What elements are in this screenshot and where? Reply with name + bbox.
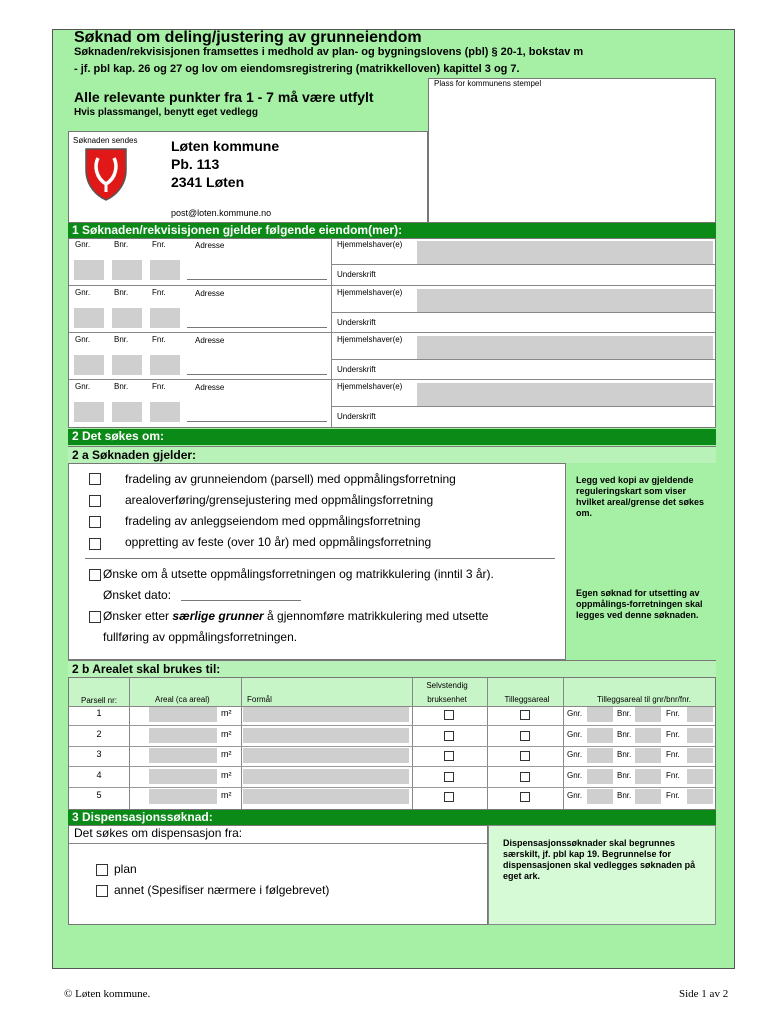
standalone-checkbox[interactable] <box>444 751 454 761</box>
area-input[interactable] <box>149 707 217 722</box>
fnr-label: Fnr. <box>666 771 680 780</box>
recipient-label: Søknaden sendes <box>73 136 138 145</box>
owner-label: Hjemmelshaver(e) <box>337 335 403 344</box>
land-use-row <box>69 726 715 746</box>
address-label: Adresse <box>195 289 225 298</box>
bnr-label: Bnr. <box>114 240 129 249</box>
bnr-input[interactable] <box>112 402 142 422</box>
dispensation-box <box>68 825 488 925</box>
bnr-input[interactable] <box>635 707 661 722</box>
bnr-label: Bnr. <box>114 335 129 344</box>
owner-label: Hjemmelshaver(e) <box>337 288 403 297</box>
fnr-input[interactable] <box>687 748 713 763</box>
option-checkbox[interactable] <box>89 538 101 550</box>
fnr-input[interactable] <box>150 402 180 422</box>
standalone-checkbox[interactable] <box>444 731 454 741</box>
bnr-input[interactable] <box>635 789 661 804</box>
col-standalone-1: Selvstendig <box>426 681 468 690</box>
area-unit: m² <box>221 749 232 759</box>
option-label: fradeling av grunneiendom (parsell) med oppmålingsforretning <box>125 472 456 486</box>
fnr-input[interactable] <box>687 769 713 784</box>
parcel-number: 5 <box>96 790 102 800</box>
desired-date-input[interactable] <box>181 600 301 601</box>
section-2-header: 2 Det søkes om: <box>68 429 716 445</box>
gnr-input[interactable] <box>587 789 613 804</box>
legal-basis-line1: Søknaden/rekvisisjonen framsettes i medhold av plan- og bygningslovens (pbl) § 20-1, bokstav m <box>74 46 584 58</box>
fnr-input[interactable] <box>687 789 713 804</box>
recipient-pobox: Pb. 113 <box>171 156 220 172</box>
land-use-table-header <box>69 678 715 707</box>
area-unit: m² <box>221 729 232 739</box>
gnr-input[interactable] <box>74 355 104 375</box>
property-row <box>69 286 715 333</box>
gnr-label: Gnr. <box>567 730 583 739</box>
fnr-input[interactable] <box>687 728 713 743</box>
property-table <box>68 238 716 428</box>
plan-checkbox[interactable] <box>96 864 108 876</box>
application-types-box <box>68 463 566 660</box>
owner-label: Hjemmelshaver(e) <box>337 382 403 391</box>
col-purpose: Formål <box>247 695 272 704</box>
fnr-label: Fnr. <box>152 288 166 297</box>
col-additional-area: Tilleggsareal <box>504 695 550 704</box>
bnr-input[interactable] <box>635 769 661 784</box>
dispensation-note: Dispensasjonssøknader skal begrunnes særskilt, jf. pbl kap 19. Begrunnelse for dispensasjonen skal vedlegges søknaden på eget ark. <box>503 838 696 881</box>
dispensation-note-box <box>488 825 716 925</box>
gnr-input[interactable] <box>74 260 104 280</box>
gnr-input[interactable] <box>587 769 613 784</box>
recipient-email[interactable]: post@loten.kommune.no <box>171 208 272 218</box>
special-reasons-checkbox[interactable] <box>89 611 101 623</box>
legal-basis-line2: - jf. pbl kap. 26 og 27 og lov om eiendomsregistrering (matrikkelloven) kapittel 3 og 7. <box>74 63 520 75</box>
postpone-label: Ønske om å utsette oppmålingsforretningen og matrikkulering (inntil 3 år). <box>103 567 494 581</box>
standalone-checkbox[interactable] <box>444 792 454 802</box>
gnr-label: Gnr. <box>75 240 91 249</box>
bnr-input[interactable] <box>112 260 142 280</box>
purpose-input[interactable] <box>243 707 409 722</box>
recipient-box <box>68 131 428 223</box>
land-use-row <box>69 705 715 725</box>
bnr-label: Bnr. <box>617 750 632 759</box>
bnr-input[interactable] <box>635 748 661 763</box>
section-1-header: 1 Søknaden/rekvisisjonen gjelder følgende eiendom(mer): <box>68 223 716 238</box>
desired-date-label: Ønsket dato: <box>103 588 172 602</box>
address-input[interactable] <box>187 309 327 328</box>
option-label: arealoverføring/grensejustering med oppmålingsforretning <box>125 493 434 507</box>
fnr-label: Fnr. <box>666 730 680 739</box>
gnr-input[interactable] <box>74 402 104 422</box>
purpose-input[interactable] <box>243 748 409 763</box>
area-input[interactable] <box>149 789 217 804</box>
bnr-label: Bnr. <box>617 730 632 739</box>
address-label: Adresse <box>195 383 225 392</box>
purpose-input[interactable] <box>243 769 409 784</box>
option-label: oppretting av feste (over 10 år) med oppmålingsforretning <box>125 535 432 549</box>
bnr-label: Bnr. <box>114 382 129 391</box>
option-checkbox[interactable] <box>89 516 101 528</box>
fnr-input[interactable] <box>150 260 180 280</box>
parcel-number: 3 <box>96 749 102 759</box>
stamp-label: Plass for kommunens stempel <box>434 79 542 88</box>
additional-area-checkbox[interactable] <box>520 772 530 782</box>
property-row <box>69 239 715 286</box>
address-label: Adresse <box>195 336 225 345</box>
property-row <box>69 333 715 380</box>
gnr-label: Gnr. <box>75 288 91 297</box>
additional-area-checkbox[interactable] <box>520 731 530 741</box>
area-unit: m² <box>221 790 232 800</box>
recipient-city: 2341 Løten <box>171 174 245 190</box>
fnr-label: Fnr. <box>152 382 166 391</box>
fnr-label: Fnr. <box>666 709 680 718</box>
land-use-row <box>69 746 715 766</box>
dispensation-intro: Det søkes om dispensasjon fra: <box>74 826 243 840</box>
bnr-input[interactable] <box>635 728 661 743</box>
gnr-label: Gnr. <box>567 750 583 759</box>
gnr-input[interactable] <box>587 707 613 722</box>
standalone-checkbox[interactable] <box>444 710 454 720</box>
attachment-note: Legg ved kopi av gjeldende reguleringskart som viser hvilket areal/grense det søkes om. <box>576 475 705 518</box>
fnr-label: Fnr. <box>666 791 680 800</box>
parcel-number: 2 <box>96 729 102 739</box>
section-2a-header: 2 a Søknaden gjelder: <box>68 446 716 463</box>
col-parcel: Parsell nr: <box>81 696 118 705</box>
stamp-area <box>428 78 716 223</box>
bnr-label: Bnr. <box>617 771 632 780</box>
bnr-label: Bnr. <box>114 288 129 297</box>
page-title: Søknad om deling/justering av grunneiendom <box>74 29 422 46</box>
instruction-heading: Alle relevante punkter fra 1 - 7 må være utfylt <box>74 89 374 105</box>
bnr-input[interactable] <box>112 355 142 375</box>
gnr-label: Gnr. <box>75 335 91 344</box>
fnr-input[interactable] <box>150 308 180 328</box>
parcel-number: 4 <box>96 770 102 780</box>
address-input[interactable] <box>187 356 327 375</box>
fnr-input[interactable] <box>150 355 180 375</box>
additional-area-checkbox[interactable] <box>520 792 530 802</box>
option-checkbox[interactable] <box>89 473 101 485</box>
owner-input[interactable] <box>417 241 713 264</box>
signature-label: Underskrift <box>337 412 376 421</box>
section-2b-header: 2 b Arealet skal brukes til: <box>68 660 716 677</box>
footer-copyright: © Løten kommune. <box>64 988 151 1000</box>
other-checkbox[interactable] <box>96 885 108 897</box>
address-label: Adresse <box>195 241 225 250</box>
signature-label: Underskrift <box>337 318 376 327</box>
bnr-label: Bnr. <box>617 791 632 800</box>
signature-label: Underskrift <box>337 270 376 279</box>
other-label: annet (Spesifiser nærmere i følgebrevet) <box>114 883 330 897</box>
postpone-checkbox[interactable] <box>89 569 101 581</box>
postpone-note: Egen søknad for utsetting av oppmålings-forretningen skal legges ved denne søknaden. <box>576 588 703 620</box>
area-input[interactable] <box>149 728 217 743</box>
purpose-input[interactable] <box>243 789 409 804</box>
fnr-input[interactable] <box>687 707 713 722</box>
parcel-number: 1 <box>96 708 102 718</box>
area-input[interactable] <box>149 769 217 784</box>
area-unit: m² <box>221 770 232 780</box>
recipient-name: Løten kommune <box>171 138 280 154</box>
special-reasons-label: Ønsker etter særlige grunner å gjennomføre matrikkulering med utsette <box>103 609 489 623</box>
coat-of-arms-icon <box>83 146 129 202</box>
area-input[interactable] <box>149 748 217 763</box>
owner-input[interactable] <box>417 383 713 406</box>
gnr-input[interactable] <box>587 748 613 763</box>
gnr-input[interactable] <box>587 728 613 743</box>
property-row <box>69 380 715 427</box>
col-additional-to: Tilleggsareal til gnr/bnr/fnr. <box>597 695 691 704</box>
col-standalone-2: bruksenhet <box>427 695 467 704</box>
purpose-input[interactable] <box>243 728 409 743</box>
bnr-label: Bnr. <box>617 709 632 718</box>
section-3-header: 3 Dispensasjonssøknad: <box>68 810 716 825</box>
gnr-input[interactable] <box>74 308 104 328</box>
divider <box>85 558 555 559</box>
gnr-label: Gnr. <box>75 382 91 391</box>
fnr-label: Fnr. <box>152 240 166 249</box>
instruction-subheading: Hvis plassmangel, benytt eget vedlegg <box>74 107 258 118</box>
plan-label: plan <box>114 862 137 876</box>
address-input[interactable] <box>187 403 327 422</box>
fnr-label: Fnr. <box>666 750 680 759</box>
signature-label: Underskrift <box>337 365 376 374</box>
land-use-row <box>69 787 715 807</box>
bnr-input[interactable] <box>112 308 142 328</box>
land-use-row <box>69 767 715 787</box>
gnr-label: Gnr. <box>567 791 583 800</box>
standalone-checkbox[interactable] <box>444 772 454 782</box>
additional-area-checkbox[interactable] <box>520 751 530 761</box>
col-area: Areal (ca areal) <box>155 695 210 704</box>
footer-page-number: Side 1 av 2 <box>679 988 729 1000</box>
gnr-label: Gnr. <box>567 771 583 780</box>
special-reasons-label-line2: fullføring av oppmålingsforretningen. <box>103 630 298 644</box>
option-checkbox[interactable] <box>89 495 101 507</box>
gnr-label: Gnr. <box>567 709 583 718</box>
owner-input[interactable] <box>417 289 713 312</box>
additional-area-checkbox[interactable] <box>520 710 530 720</box>
owner-label: Hjemmelshaver(e) <box>337 240 403 249</box>
fnr-label: Fnr. <box>152 335 166 344</box>
address-input[interactable] <box>187 261 327 280</box>
owner-input[interactable] <box>417 336 713 359</box>
option-label: fradeling av anleggseiendom med oppmålingsforretning <box>125 514 421 528</box>
area-unit: m² <box>221 708 232 718</box>
